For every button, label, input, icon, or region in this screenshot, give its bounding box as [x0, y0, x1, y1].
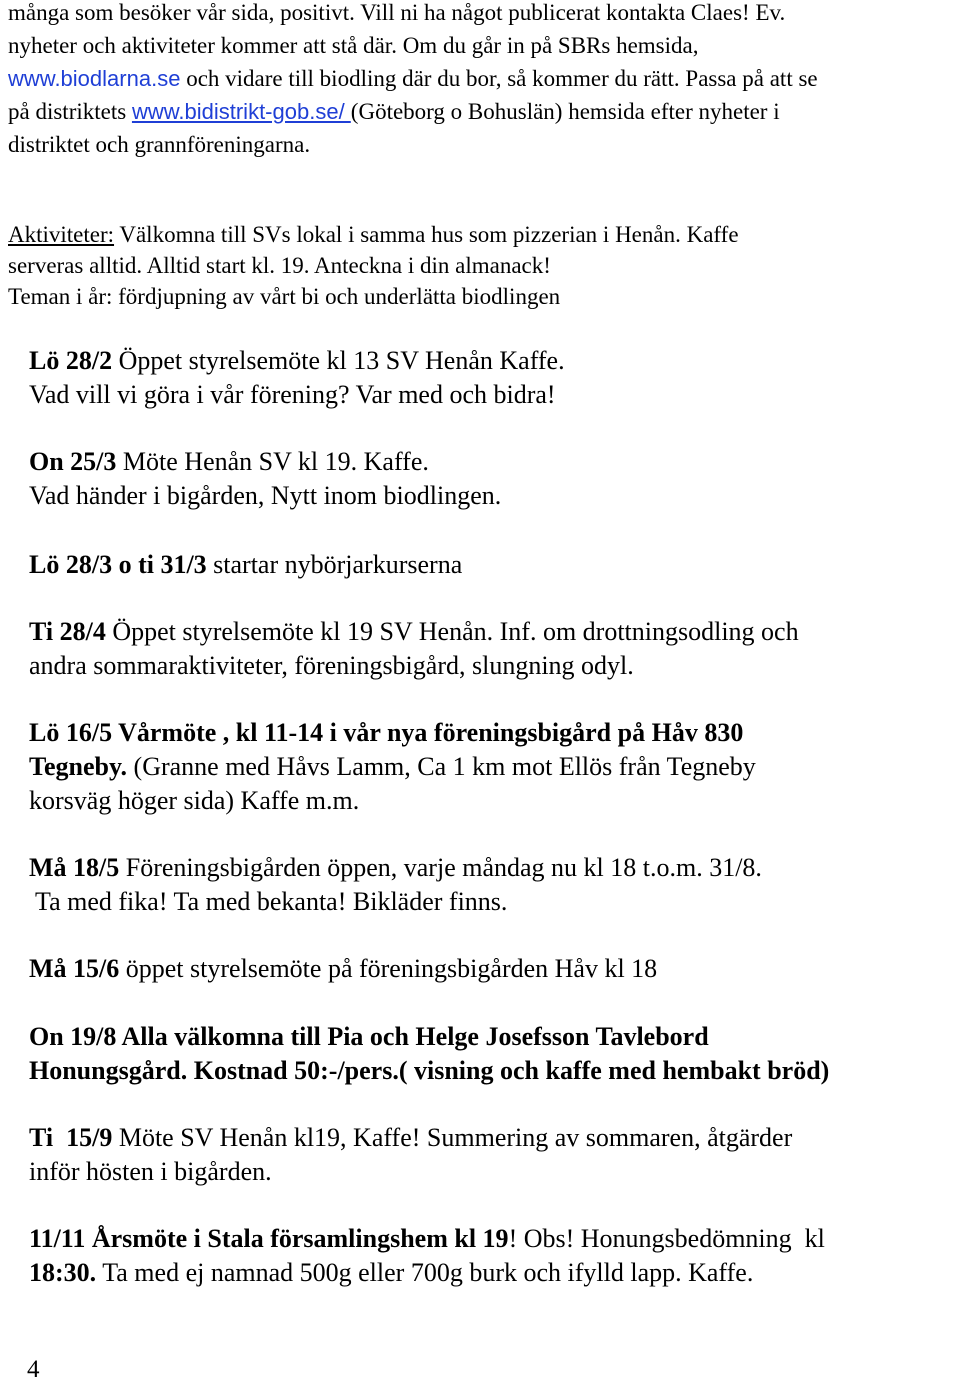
intro-line-text: (Göteborg o Bohuslän) hemsida efter nyheter i [350, 99, 780, 124]
event-date: Lö 28/3 o ti 31/3 [29, 550, 207, 579]
activities-text: Välkomna till SVs lokal i samma hus som pizzerian i Henån. Kaffe [114, 222, 739, 247]
event-date: Må 18/5 [29, 853, 120, 882]
event-item [29, 615, 954, 683]
intro-line: många som besöker vår sida, positivt. Vill ni ha något publicerat kontakta Claes! Ev. [8, 0, 786, 25]
intro-line-text: och vidare till biodling där du bor, så kommer du rätt. Passa på att se [180, 66, 818, 91]
intro-line-text: på distriktets [8, 99, 132, 124]
event-text: Öppet styrelsemöte kl 19 SV Henån. Inf. om drottningsodling och [105, 617, 799, 646]
event-item [29, 1222, 954, 1290]
event-text: öppet styrelsemöte på föreningsbigården Håv kl 18 [119, 954, 658, 983]
activities-section [8, 219, 953, 312]
event-item [29, 952, 954, 986]
district-website-link[interactable]: www.bidistrikt-gob.se/ [131, 99, 351, 124]
event-text: Vad vill vi göra i vår förening? Var med och bidra! [29, 380, 556, 409]
event-text: korsväg höger sida) Kaffe m.m. [29, 786, 360, 815]
intro-line [8, 62, 953, 95]
event-title: 11/11 Årsmöte i Stala församlingshem kl 19 [29, 1224, 509, 1253]
event-date: On 25/3 [29, 447, 117, 476]
event-text: Möte SV Henån kl19, Kaffe! Summering av sommaren, åtgärder [112, 1123, 793, 1152]
activities-line: serveras alltid. Alltid start kl. 19. Anteckna i din almanack! [8, 253, 551, 278]
intro-line [8, 29, 953, 62]
event-text: Ta med fika! Ta med bekanta! Bikläder finns. [29, 887, 508, 916]
activities-heading: Aktiviteter: [8, 222, 115, 247]
intro-line [8, 95, 953, 128]
event-text: Vad händer i bigården, Nytt inom biodlingen. [29, 481, 502, 510]
event-item [29, 716, 954, 818]
activities-theme: Teman i år: fördjupning av vårt bi och underlätta biodlingen [8, 284, 561, 309]
event-item [29, 851, 954, 919]
event-text: andra sommaraktiviteter, föreningsbigård, slungning odyl. [29, 651, 634, 680]
event-text: Föreningsbigården öppen, varje måndag nu kl 18 t.o.m. 31/8. [119, 853, 762, 882]
page-number: 4 [27, 1356, 40, 1383]
event-text: Möte Henån SV kl 19. Kaffe. [116, 447, 429, 476]
event-title: Honungsgård. Kostnad 50:-/pers.( visning och kaffe med hembakt bröd) [29, 1056, 830, 1085]
event-text: inför hösten i bigården. [29, 1157, 272, 1186]
event-title: 18:30. [29, 1258, 97, 1287]
event-item [29, 1121, 954, 1189]
event-text: Öppet styrelsemöte kl 13 SV Henån Kaffe. [112, 346, 565, 375]
event-title: Lö 16/5 Vårmöte , kl 11-14 i vår nya föreningsbigård på Håv 830 [29, 718, 744, 747]
event-title: On 19/8 Alla välkomna till Pia och Helge Josefsson Tavlebord [29, 1022, 709, 1051]
event-text: (Granne med Håvs Lamm, Ca 1 km mot Ellös från Tegneby [127, 752, 756, 781]
intro-line: distriktet och grannföreningarna. [8, 132, 311, 157]
event-date: Ti 28/4 [29, 617, 106, 646]
activities-line [8, 219, 953, 250]
event-item [29, 548, 954, 582]
event-item [29, 1020, 954, 1088]
intro-line-text: nyheter och aktiviteter kommer att stå där. Om du går in på SBRs hemsida, [8, 33, 699, 58]
event-text: Ta med ej namnad 500g eller 700g burk och ifylld lapp. Kaffe. [96, 1258, 754, 1287]
event-date: Ti 15/9 [29, 1123, 113, 1152]
sbr-website-link[interactable]: www.biodlarna.se [8, 66, 181, 91]
event-item [29, 445, 954, 513]
event-title: Tegneby. [29, 752, 128, 781]
event-text: startar nybörjarkurserna [206, 550, 463, 579]
event-date: Lö 28/2 [29, 346, 113, 375]
intro-paragraph [8, 0, 953, 161]
event-date: Må 15/6 [29, 954, 120, 983]
event-item [29, 344, 954, 412]
event-text: ! Obs! Honungsbedömning kl [508, 1224, 825, 1253]
